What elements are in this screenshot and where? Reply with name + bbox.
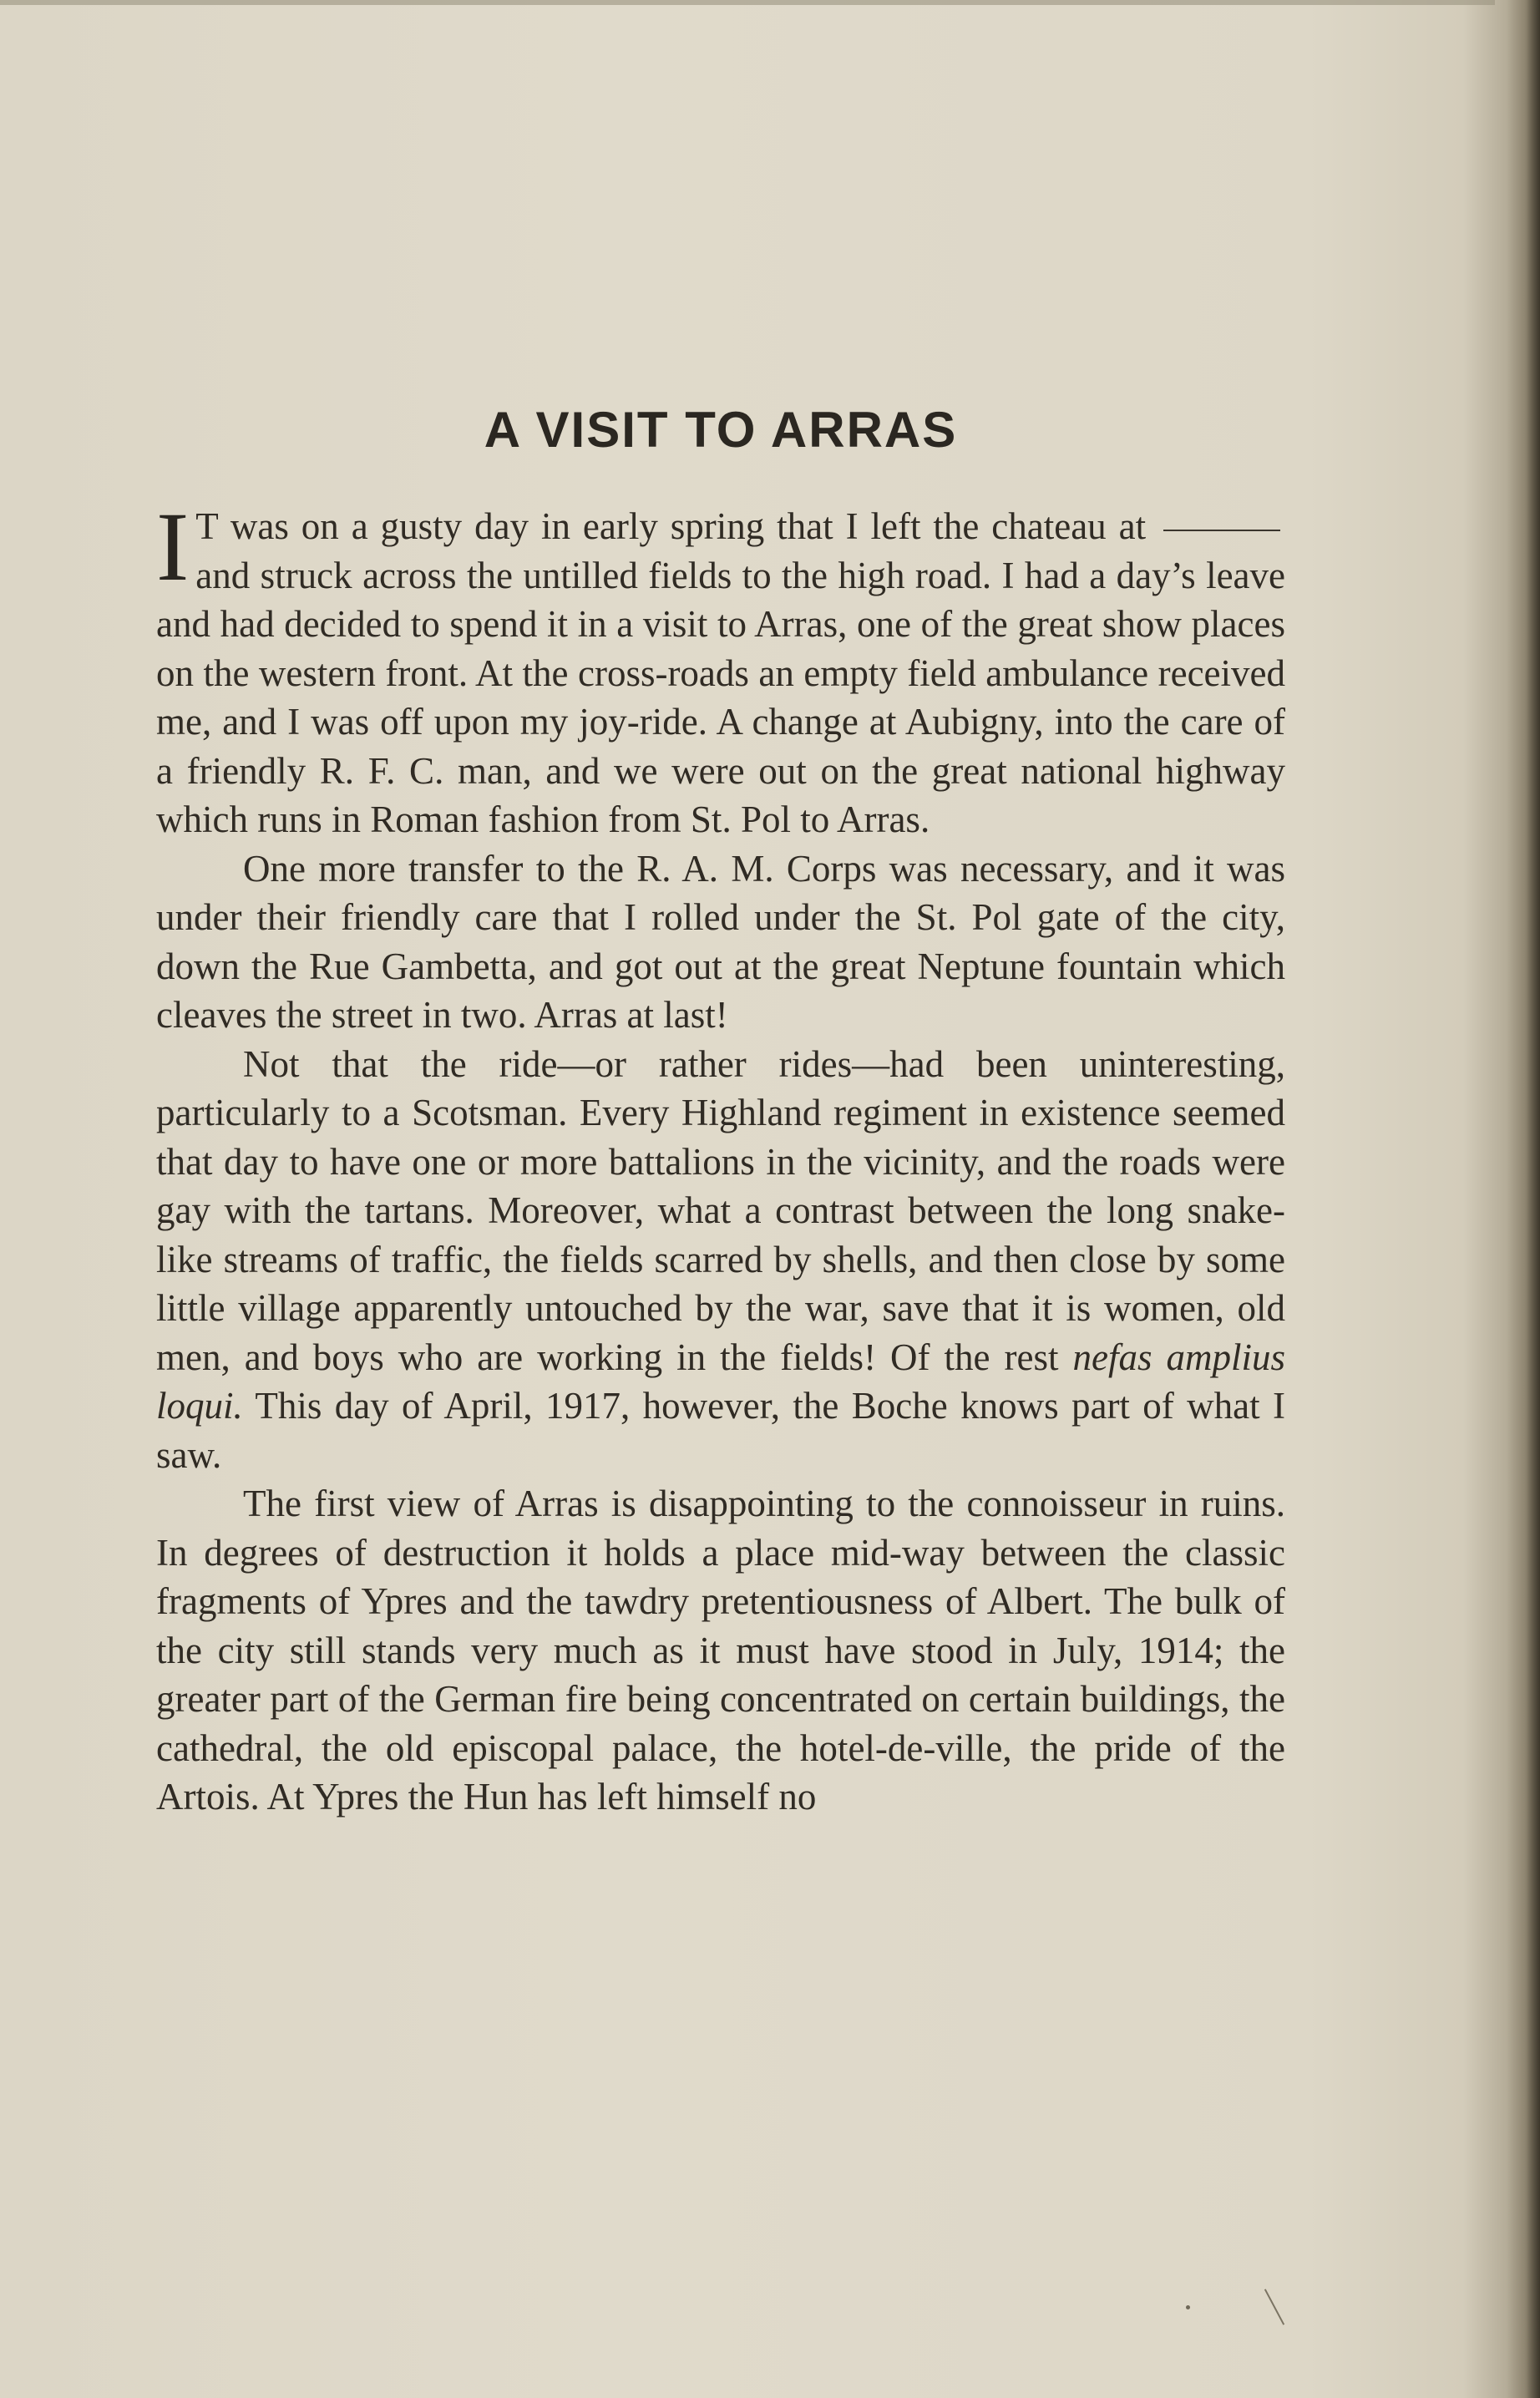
paper-speck xyxy=(1186,2305,1190,2309)
blank-dash xyxy=(1163,530,1280,531)
chapter-title: A VISIT TO ARRAS xyxy=(484,402,958,458)
paragraph-4: The first view of Arras is disappointing to the connoisseur in ruins. In degrees of destruction it holds a place mid-way between the classic fragments of Ypres and the tawdry pretentiousness of Albert. The bulk of the city still stands very much as it must have stood in July, 1914; the greater part of the German fire being concentrated on certain buildings, the cathedral, the old episcopal palace, the hotel-de-ville, the pride of the Artois. At Ypres the Hun has left himself no xyxy=(156,1483,1285,1818)
paragraph-2: One more transfer to the R. A. M. Corps was necessary, and it was under their friendly care that I rolled under the St. Pol gate of the city, down the Rue Gambetta, and got out at the great Neptune fountain which cleaves the street in two. Arras at last! xyxy=(156,847,1285,1036)
top-edge-rule xyxy=(0,0,1495,5)
chapter-text xyxy=(156,401,1285,1822)
paper-scratch xyxy=(1264,2289,1284,2324)
paragraph-1 xyxy=(156,492,1285,844)
latin-phrase: nefas amplius loqui. xyxy=(156,1336,1285,1427)
binding-shadow xyxy=(1507,0,1540,2398)
paragraph-1-body: and struck across the untilled fields to the high road. I had a day’s leave and had decided to spend it in a visit to Arras, one of the great show places on the western front. At the cross-roads an empty field ambulance received me, and I was off upon my joy-ride. A change at Aubigny, into the care of a friendly R. F. C. man, and we were out on the great national highway which runs in Roman fashion from St. Pol to Arras. xyxy=(156,554,1285,840)
drop-cap: I xyxy=(156,492,190,601)
paragraph-3-body: Not that the ride—or rather rides—had been uninteresting, particularly to a Scotsman. Every Highland regiment in existence seemed that day to have one or more battalions in the vicinity, and the roads were gay with the tartans. Moreover, what a contrast between the long snake-like streams of traffic, the fields scarred by shells, and then close by some little village apparently untouched by the war, save that it is women, old men, and boys who are working in the fields! Of the rest xyxy=(156,1042,1285,1378)
paragraph-1-opening: T was on a gusty day in early spring that I left the chateau at xyxy=(195,505,1147,547)
paragraph-3 xyxy=(156,1040,1285,1480)
paragraph-3-ending: This day of April, 1917, however, the Boche knows part of what I saw. xyxy=(156,1385,1285,1476)
